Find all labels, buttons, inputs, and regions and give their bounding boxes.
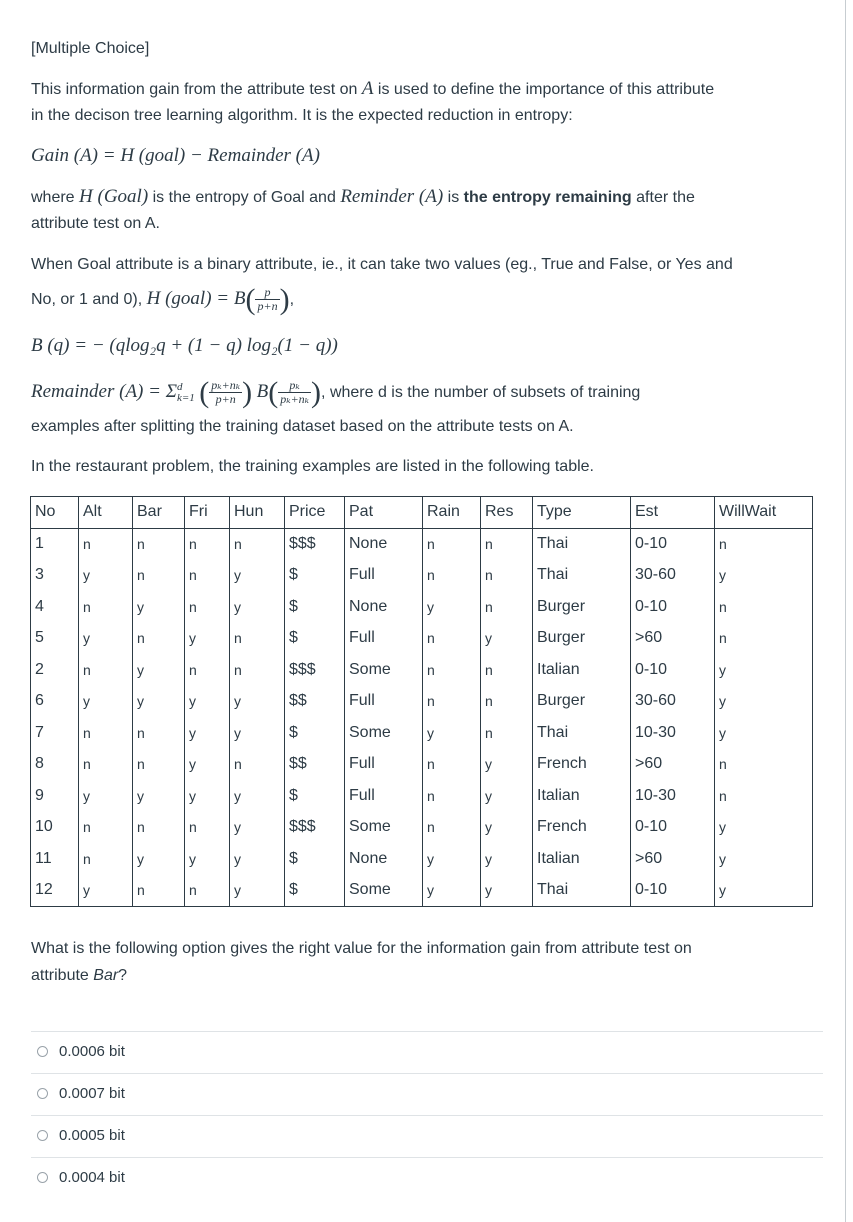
table-cell: 1 — [31, 528, 79, 560]
table-cell: n — [79, 528, 133, 560]
table-row — [31, 843, 813, 875]
table-cell: Burger — [533, 623, 631, 655]
option-label: 0.0006 bit — [59, 1043, 125, 1060]
table-cell: n — [79, 717, 133, 749]
table-cell: 12 — [31, 875, 79, 907]
table-cell: y — [715, 717, 813, 749]
binary-line-1: When Goal attribute is a binary attribute, ie., it can take two values (eg., True and False, or Yes and — [31, 256, 733, 273]
table-row — [31, 528, 813, 560]
table-cell: Burger — [533, 591, 631, 623]
table-cell: y — [481, 749, 533, 781]
table-cell: Full — [345, 686, 423, 718]
table-cell: y — [230, 812, 285, 844]
table-cell: 30-60 — [631, 560, 715, 592]
table-cell: y — [481, 875, 533, 907]
intro-line-2: in the decison tree learning algorithm. It is the expected reduction in entropy: — [31, 107, 573, 124]
table-cell: n — [185, 812, 230, 844]
table-cell: y — [79, 686, 133, 718]
table-cell: Italian — [533, 654, 631, 686]
radio-button[interactable] — [37, 1130, 48, 1141]
table-cell: n — [715, 591, 813, 623]
table-cell: n — [481, 654, 533, 686]
gain-formula: Gain (A) = H (goal) − Remainder (A) — [31, 145, 320, 166]
table-cell: 0-10 — [631, 528, 715, 560]
table-cell: Rain — [423, 497, 481, 529]
table-cell: 5 — [31, 623, 79, 655]
table-cell: n — [481, 560, 533, 592]
table-cell: 6 — [31, 686, 79, 718]
table-cell: 7 — [31, 717, 79, 749]
table-cell: n — [185, 654, 230, 686]
table-cell: Full — [345, 560, 423, 592]
table-cell: y — [185, 780, 230, 812]
table-cell: n — [185, 528, 230, 560]
table-cell: y — [481, 812, 533, 844]
table-cell: WillWait — [715, 497, 813, 529]
table-row — [31, 875, 813, 907]
table-cell: Type — [533, 497, 631, 529]
table-cell: y — [423, 591, 481, 623]
table-cell: Some — [345, 875, 423, 907]
b-formula: B (q) = − (qlog₂q + (1 − q) log₂(1 − q)) — [31, 335, 338, 356]
table-cell: Thai — [533, 560, 631, 592]
table-header-row — [31, 497, 813, 529]
table-cell: Price — [285, 497, 345, 529]
table-cell: Thai — [533, 875, 631, 907]
binary-line-2: No, or 1 and 0), H (goal) = B( $\frac{p}{p+n}$ ), — [31, 282, 295, 316]
table-cell: y — [715, 843, 813, 875]
table-cell: n — [230, 623, 285, 655]
table-cell: Italian — [533, 780, 631, 812]
table-cell: y — [185, 686, 230, 718]
table-cell: y — [230, 686, 285, 718]
table-row — [31, 812, 813, 844]
table-cell: y — [230, 875, 285, 907]
option-label: 0.0005 bit — [59, 1127, 125, 1144]
table-row — [31, 780, 813, 812]
table-cell: 9 — [31, 780, 79, 812]
table-cell: n — [423, 654, 481, 686]
table-cell: n — [133, 623, 185, 655]
option-0[interactable] — [31, 1031, 823, 1073]
table-cell: y — [230, 560, 285, 592]
table-cell: y — [79, 875, 133, 907]
table-cell: Full — [345, 623, 423, 655]
table-cell: y — [715, 812, 813, 844]
table-cell: None — [345, 528, 423, 560]
table-cell: y — [230, 780, 285, 812]
table-cell: n — [133, 560, 185, 592]
fraction-p-over-pn: $\frac{p}{p+n}$ — [257, 285, 278, 314]
table-cell: y — [481, 780, 533, 812]
table-cell: 0-10 — [631, 875, 715, 907]
table-row — [31, 591, 813, 623]
table-cell: Alt — [79, 497, 133, 529]
table-row — [31, 717, 813, 749]
table-cell: y — [185, 717, 230, 749]
table-cell: n — [423, 749, 481, 781]
table-cell: $$$ — [285, 812, 345, 844]
table-cell: Thai — [533, 717, 631, 749]
table-cell: n — [481, 591, 533, 623]
table-cell: n — [230, 749, 285, 781]
table-cell: n — [423, 623, 481, 655]
table-cell: Burger — [533, 686, 631, 718]
table-cell: n — [423, 560, 481, 592]
table-cell: $ — [285, 623, 345, 655]
table-cell: n — [133, 812, 185, 844]
table-cell: y — [230, 843, 285, 875]
table-cell: y — [481, 623, 533, 655]
table-cell: n — [79, 654, 133, 686]
table-cell: y — [79, 560, 133, 592]
table-cell: n — [715, 749, 813, 781]
table-cell: n — [423, 812, 481, 844]
table-cell: y — [230, 591, 285, 623]
option-label: 0.0007 bit — [59, 1085, 125, 1102]
table-cell: n — [423, 528, 481, 560]
option-label: 0.0004 bit — [59, 1169, 125, 1186]
table-cell: n — [133, 749, 185, 781]
table-cell: 10-30 — [631, 717, 715, 749]
table-cell: >60 — [631, 623, 715, 655]
table-cell: $$ — [285, 686, 345, 718]
where-line-2: attribute test on A. — [31, 215, 160, 232]
table-cell: Est — [631, 497, 715, 529]
table-cell: 2 — [31, 654, 79, 686]
table-cell: y — [133, 654, 185, 686]
table-cell: n — [133, 717, 185, 749]
radio-button[interactable] — [37, 1172, 48, 1183]
table-cell: n — [230, 528, 285, 560]
radio-button[interactable] — [37, 1088, 48, 1099]
radio-button[interactable] — [37, 1046, 48, 1057]
table-cell: Some — [345, 654, 423, 686]
table-cell: No — [31, 497, 79, 529]
table-cell: Pat — [345, 497, 423, 529]
table-cell: $$ — [285, 749, 345, 781]
table-cell: y — [423, 717, 481, 749]
table-row — [31, 686, 813, 718]
table-cell: n — [79, 749, 133, 781]
table-cell: y — [133, 686, 185, 718]
table-cell: y — [185, 843, 230, 875]
table-cell: >60 — [631, 843, 715, 875]
question-line-2: attribute Bar? — [31, 967, 128, 984]
table-cell: y — [133, 843, 185, 875]
table-cell: n — [79, 591, 133, 623]
remainder-formula: Remainder (A) = Σ d k=1 ( $\frac{\text{pₖ+nₖ}}{p+n}$ ) B( $\frac{\text{pₖ}}{\text{pₖ+nₖ}}$ ), where d is the number of subsets of training — [31, 375, 641, 409]
training-examples-table — [30, 496, 813, 907]
table-cell: 8 — [31, 749, 79, 781]
table-cell: n — [481, 717, 533, 749]
table-cell: 11 — [31, 843, 79, 875]
table-cell: None — [345, 591, 423, 623]
table-cell: n — [185, 560, 230, 592]
table-cell: n — [230, 654, 285, 686]
table-cell: y — [79, 780, 133, 812]
option-3[interactable] — [31, 1157, 823, 1199]
table-cell: $ — [285, 717, 345, 749]
table-cell: None — [345, 843, 423, 875]
table-cell: $$$ — [285, 654, 345, 686]
intro-line-1: This information gain from the attribute test on A is used to define the importance of this attribute — [31, 78, 715, 99]
remainder-line-2: examples after splitting the training dataset based on the attribute tests on A. — [31, 418, 574, 435]
table-cell: $ — [285, 875, 345, 907]
table-cell: $ — [285, 843, 345, 875]
table-cell: 0-10 — [631, 591, 715, 623]
table-cell: $$$ — [285, 528, 345, 560]
table-intro: In the restaurant problem, the training examples are listed in the following table. — [31, 458, 594, 475]
table-cell: Some — [345, 812, 423, 844]
table-row — [31, 560, 813, 592]
option-1[interactable] — [31, 1073, 823, 1115]
table-cell: n — [185, 875, 230, 907]
table-cell: Fri — [185, 497, 230, 529]
where-line-1: where H (Goal) is the entropy of Goal and Reminder (A) is the entropy remaining after the — [31, 186, 695, 207]
table-cell: y — [185, 749, 230, 781]
table-cell: Italian — [533, 843, 631, 875]
table-cell: 3 — [31, 560, 79, 592]
table-row — [31, 654, 813, 686]
table-cell: Hun — [230, 497, 285, 529]
table-cell: n — [715, 780, 813, 812]
table-cell: n — [481, 528, 533, 560]
table-cell: French — [533, 749, 631, 781]
table-cell: y — [423, 875, 481, 907]
table-cell: y — [185, 623, 230, 655]
table-row — [31, 749, 813, 781]
table-cell: n — [79, 812, 133, 844]
table-cell: French — [533, 812, 631, 844]
table-cell: n — [715, 623, 813, 655]
table-cell: y — [481, 843, 533, 875]
table-cell: Res — [481, 497, 533, 529]
table-cell: n — [79, 843, 133, 875]
question-type: [Multiple Choice] — [31, 40, 150, 57]
table-cell: y — [79, 623, 133, 655]
table-cell: 30-60 — [631, 686, 715, 718]
table-cell: 10-30 — [631, 780, 715, 812]
table-cell: Full — [345, 749, 423, 781]
table-cell: y — [423, 843, 481, 875]
option-2[interactable] — [31, 1115, 823, 1157]
table-cell: 0-10 — [631, 812, 715, 844]
question-line-1: What is the following option gives the right value for the information gain from attribute test on — [31, 940, 692, 957]
table-cell: y — [133, 780, 185, 812]
table-cell: Thai — [533, 528, 631, 560]
table-cell: Full — [345, 780, 423, 812]
table-cell: n — [185, 591, 230, 623]
table-cell: $ — [285, 780, 345, 812]
table-cell: y — [230, 717, 285, 749]
table-cell: >60 — [631, 749, 715, 781]
table-cell: y — [715, 560, 813, 592]
table-row — [31, 623, 813, 655]
table-cell: 0-10 — [631, 654, 715, 686]
table-cell: Bar — [133, 497, 185, 529]
table-cell: n — [481, 686, 533, 718]
table-cell: $ — [285, 560, 345, 592]
table-cell: n — [133, 875, 185, 907]
table-cell: n — [133, 528, 185, 560]
table-cell: n — [423, 780, 481, 812]
table-cell: y — [715, 654, 813, 686]
table-cell: Some — [345, 717, 423, 749]
table-cell: n — [715, 528, 813, 560]
table-cell: $ — [285, 591, 345, 623]
table-cell: y — [715, 875, 813, 907]
table-cell: y — [715, 686, 813, 718]
table-cell: 4 — [31, 591, 79, 623]
table-cell: y — [133, 591, 185, 623]
table-cell: n — [423, 686, 481, 718]
table-cell: 10 — [31, 812, 79, 844]
